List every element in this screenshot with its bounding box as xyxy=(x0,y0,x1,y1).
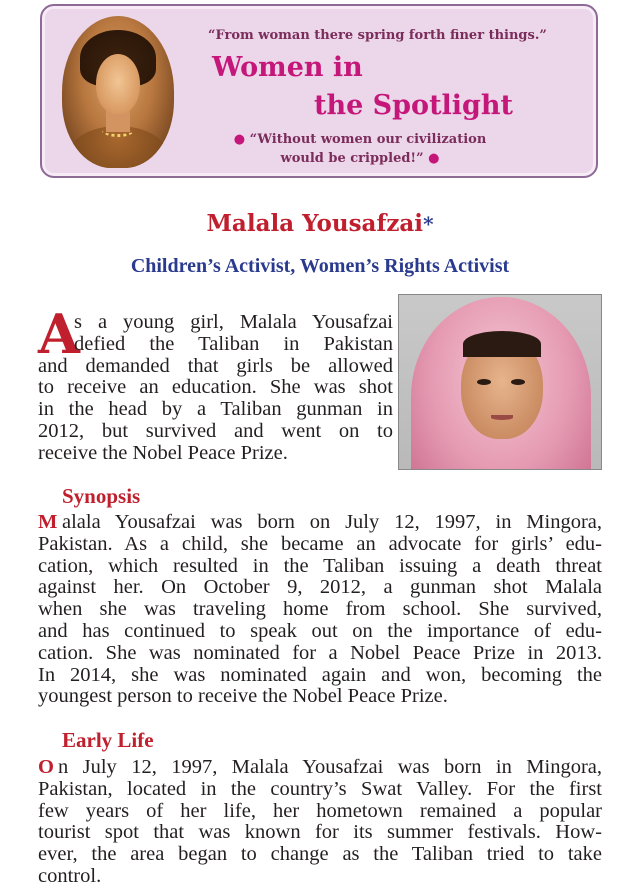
synopsis-line: when she was traveling home from school. She survived, xyxy=(38,598,602,621)
synopsis-line: M alala Yousafzai was born on July 12, 1997, in Mingora, xyxy=(38,511,602,533)
women-in-spotlight-banner xyxy=(40,4,598,178)
synopsis-line: cation, which resulted in the Taliban issuing a death threat xyxy=(38,554,602,577)
banner-quote-bottom-line1: “Without women our civilization xyxy=(249,132,487,147)
banner-quote-bottom xyxy=(230,130,490,168)
banner-title-line1: Women in xyxy=(212,52,363,83)
synopsis-line: and has continued to speak out on the importance of edu- xyxy=(38,619,602,642)
intro-line: defied the Taliban in Pakistan xyxy=(74,332,393,355)
early-life-line: Pakistan, located in the country’s Swat Valley. For the first xyxy=(38,777,602,800)
synopsis-initial: M xyxy=(38,511,58,533)
banner-quote-top: “From woman there spring forth finer things.” xyxy=(208,28,547,43)
intro-line: s a young girl, Malala Yousafzai xyxy=(74,311,393,333)
person-name: Malala Yousafzai xyxy=(206,210,424,237)
synopsis-line: youngest person to receive the Nobel Peace Prize. xyxy=(38,685,448,708)
synopsis-line: In 2014, she was nominated again and won, becoming the xyxy=(38,663,602,686)
woman-portrait-illustration xyxy=(62,16,174,168)
early-life-line: few years of her life, her hometown remained a popular xyxy=(38,799,602,822)
early-life-line: O n July 12, 1997, Malala Yousafzai was born in Mingora, xyxy=(38,756,602,778)
synopsis-line: Pakistan. As a child, she became an advocate for girls’ edu- xyxy=(38,532,602,555)
intro-line: 2012, but survived and went on to xyxy=(38,419,393,442)
synopsis-line: cation. She was nominated for a Nobel Peace Prize in 2013. xyxy=(38,641,602,664)
intro-drop-cap: A xyxy=(38,302,80,366)
intro-line: to receive an education. She was shot xyxy=(38,376,393,399)
intro-line: receive the Nobel Peace Prize. xyxy=(38,441,288,464)
article-subtitle: Children’s Activist, Women’s Rights Activist xyxy=(130,255,510,277)
synopsis-line: against her. On October 9, 2012, a gunman shot Malala xyxy=(38,576,602,599)
early-life-paragraph xyxy=(38,757,602,888)
article-name xyxy=(0,210,640,237)
bullet-icon: ● xyxy=(233,132,246,147)
malala-photo xyxy=(398,294,602,470)
early-life-line: ever, the area began to change as the Taliban tried to take xyxy=(38,843,602,866)
intro-line: and demanded that girls be allowed xyxy=(38,354,393,377)
early-life-line: tourist spot that was known for its summer festivals. How- xyxy=(38,821,602,844)
synopsis-paragraph xyxy=(38,512,602,708)
footnote-marker: * xyxy=(423,212,434,236)
early-life-line: control. xyxy=(38,864,102,887)
intro-paragraph xyxy=(38,312,393,465)
bullet-icon: ● xyxy=(428,151,440,166)
intro-line: in the head by a Taliban gunman in xyxy=(38,398,393,421)
early-life-heading: Early Life xyxy=(62,728,154,752)
banner-quote-bottom-line2: would be crippled!” xyxy=(280,151,424,166)
banner-title-line2: the Spotlight xyxy=(314,90,514,121)
synopsis-heading: Synopsis xyxy=(62,484,141,508)
early-life-initial: O xyxy=(38,756,54,778)
